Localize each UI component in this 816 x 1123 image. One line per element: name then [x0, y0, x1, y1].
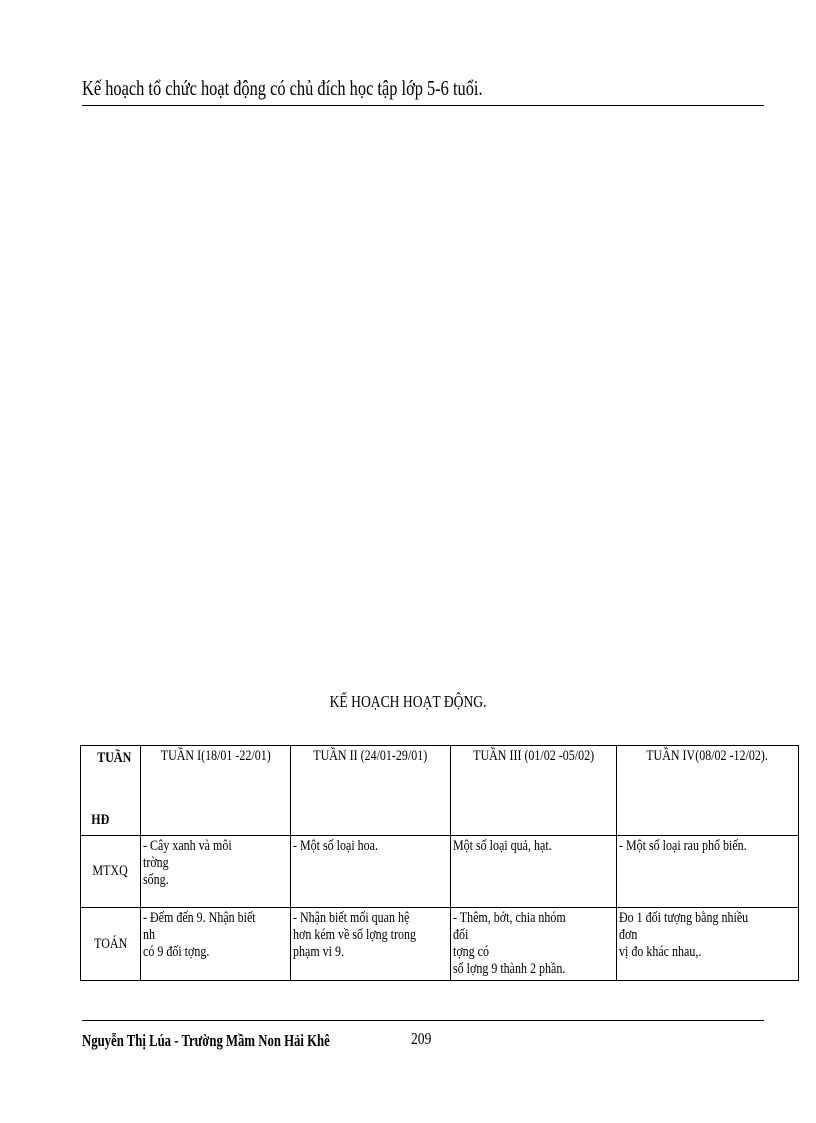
table-row — [81, 908, 799, 981]
plan-heading — [0, 692, 816, 712]
plan-heading-text: KẾ HOẠCH HOẠT ĐỘNG. — [329, 692, 487, 711]
table-cell: - Thêm, bớt, chia nhóm đối tợng có số lợng 9 thành 2 phần. — [451, 908, 617, 981]
week-header-1: TUẦN I(18/01 -22/01) — [141, 746, 291, 836]
row-label-mtxq: MTXQ — [81, 836, 141, 908]
document-header-title: Kế hoạch tổ chức hoạt động có chủ đích học tập lớp 5-6 tuổi. — [82, 76, 483, 100]
table-cell: Một số loại quả, hạt. — [451, 836, 617, 908]
table-row — [81, 836, 799, 908]
corner-cell — [81, 746, 141, 836]
activity-plan-table — [80, 745, 799, 981]
table-cell: - Đếm đến 9. Nhận biết nh có 9 đối tợng. — [141, 908, 291, 981]
footer-author: Nguyễn Thị Lúa - Trường Mầm Non Hải Khê — [82, 1031, 330, 1050]
table-header-row — [81, 746, 799, 836]
table-cell: - Một số loại hoa. — [291, 836, 451, 908]
row-label-toan: TOÁN — [81, 908, 141, 981]
footer-divider — [82, 1020, 764, 1021]
table-cell: - Một số loại rau phổ biến. — [617, 836, 799, 908]
table-cell: Đo 1 đối tượng bằng nhiều đơn vị đo khác nhau,. — [617, 908, 799, 981]
table-cell: - Cây xanh và môi trờng sống. — [141, 836, 291, 908]
table-cell: - Nhận biết mối quan hệ hơn kém về số lợng trong phạm vi 9. — [291, 908, 451, 981]
week-header-2: TUẦN II (24/01-29/01) — [291, 746, 451, 836]
week-header-3: TUẦN III (01/02 -05/02) — [451, 746, 617, 836]
header-divider — [82, 105, 764, 106]
corner-activity-label: HĐ — [91, 812, 110, 828]
page-number: 209 — [411, 1029, 432, 1048]
corner-week-label: TUẦN — [97, 750, 132, 766]
week-header-4: TUẦN IV(08/02 -12/02). — [617, 746, 799, 836]
